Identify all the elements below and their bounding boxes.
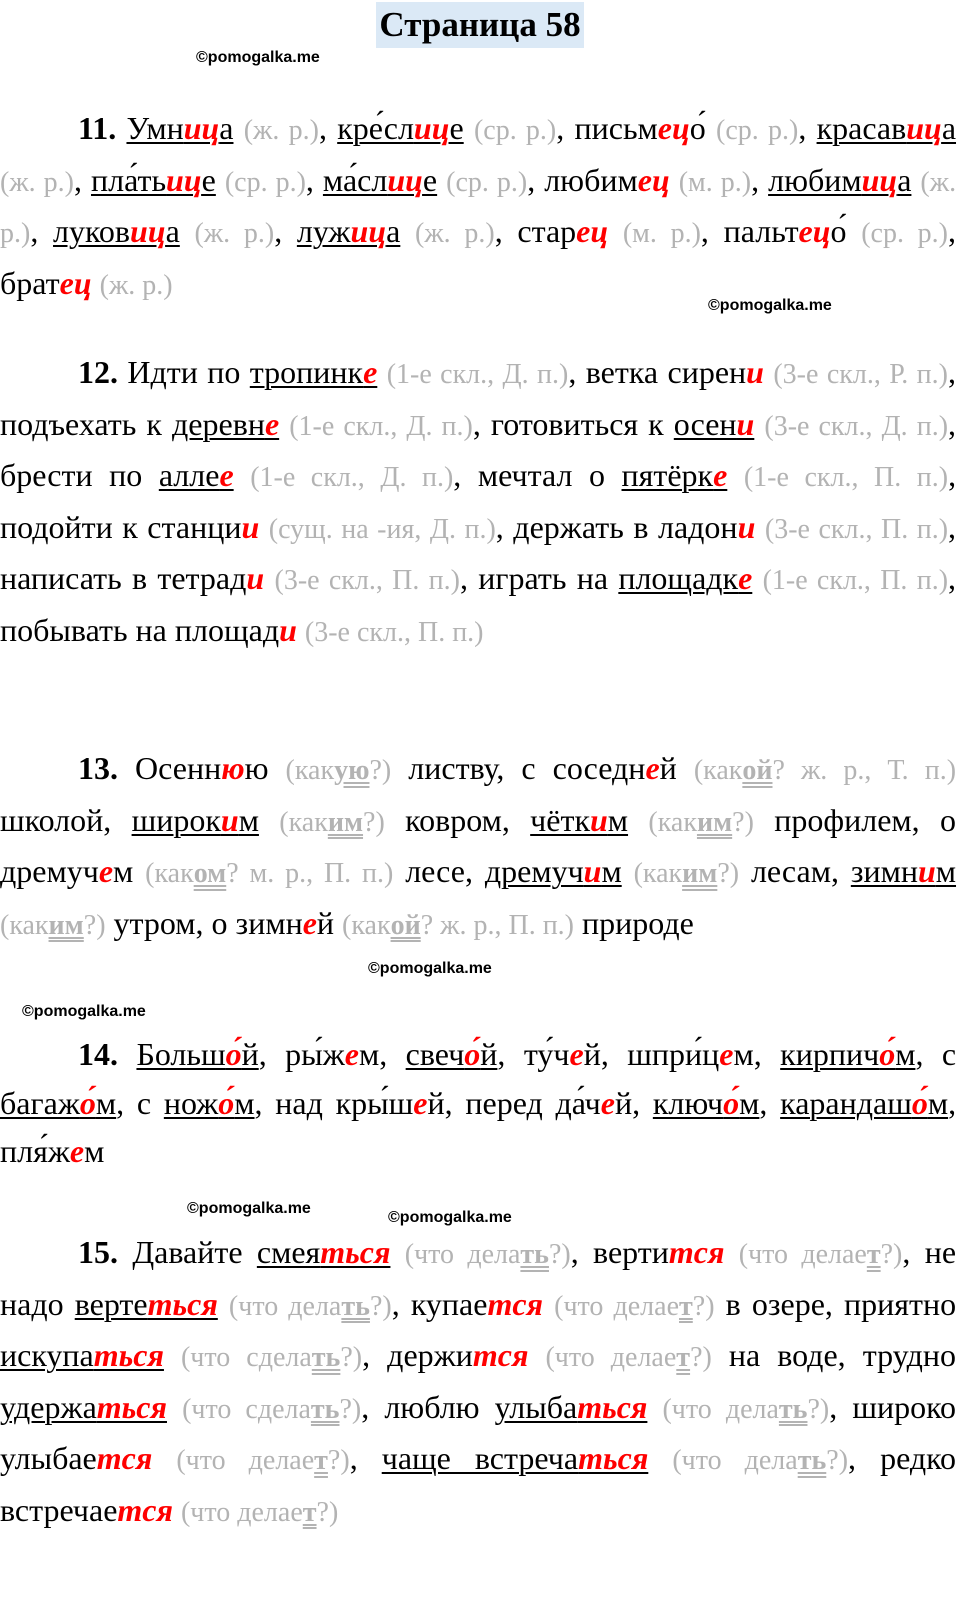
hint: (м. р.) <box>678 166 752 198</box>
hint: (что делать?) <box>404 1239 571 1270</box>
task-number: 15. <box>78 1234 118 1270</box>
hint: (1-е скл., Д. п.) <box>289 410 473 442</box>
word: ветка сирени <box>585 354 764 390</box>
word: кре́слице <box>337 110 464 146</box>
hint: (ср. р.) <box>861 218 948 249</box>
task-13: 13. Осеннюю (какую?) листву, с соседней (какой? ж. р., Т. п.) школой, широким (каким?) ковром, чётким (каким?) профилем, о дремучем (каком? м. р., П. п.) лесе, дремучим (каким?) лесам, зимним (каким?) утром, о зимней (какой? ж. р., П. п.) природе <box>0 750 957 941</box>
word: красавица <box>816 110 957 146</box>
word: вертится <box>593 1234 725 1270</box>
hint: (ср. р.) <box>446 166 528 198</box>
word: дремучим <box>484 853 622 889</box>
hint: (1-е скл., Д. п.) <box>386 359 569 390</box>
word: ножо́м <box>163 1084 255 1121</box>
word: побывать на площади <box>0 611 297 648</box>
hint: (ж. р.) <box>0 166 74 198</box>
task-number: 11. <box>78 110 117 146</box>
word: улыбаться <box>494 1388 648 1425</box>
hint: (ж. р.) <box>415 218 495 249</box>
word: чётким <box>530 801 629 838</box>
hint: (ж. р.) <box>99 269 173 301</box>
word: старец <box>517 213 609 249</box>
word: зимним <box>850 853 957 889</box>
word: широким <box>131 801 259 838</box>
task-number: 13. <box>78 750 118 786</box>
page-title: Страница 58 <box>376 2 583 48</box>
hint: (3-е скл., П. п.) <box>304 616 484 648</box>
word: карандашо́м <box>780 1084 949 1121</box>
hint: (что делает?) <box>176 1445 350 1476</box>
word: вертеться <box>74 1285 218 1322</box>
word: любимец <box>544 161 670 198</box>
hint: (какую?) <box>285 755 392 786</box>
hint: (каким?) <box>0 909 106 941</box>
word: кирпичо́м <box>780 1036 916 1072</box>
watermark: ©pomogalka.me <box>708 297 832 314</box>
word: Осеннюю <box>135 750 269 786</box>
word: написать в тетради <box>0 560 265 596</box>
task-number: 14. <box>78 1036 118 1072</box>
word: багажо́м <box>0 1084 117 1121</box>
word: луковица <box>53 213 180 249</box>
word: листву, с соседней <box>408 750 677 786</box>
watermark: ©pomogalka.me <box>388 1209 512 1226</box>
word: пла́тьице <box>91 161 216 198</box>
hint: (3-е скл., Р. п.) <box>773 359 948 390</box>
hint: (ср. р.) <box>716 115 799 146</box>
hint: (ж. р.) <box>194 218 275 249</box>
word: ключо́м <box>652 1084 760 1121</box>
hint: (ж. р.) <box>243 115 319 146</box>
hint: (1-е скл., П. п.) <box>762 565 949 596</box>
task-11: 11. Умница (ж. р.), кре́слице (ср. р.), письмецо́ (ср. р.), красавица (ж. р.), пла́тьице (ср. р.), ма́слице (ср. р.), любимец (м. р.), любимица (ж. р.), луковица (ж. р.), лужица (ж. р.), старец (м. р.), пальтецо́ (ср. р.), братец (ж. р.) <box>0 110 957 301</box>
hint: (каким?) <box>279 806 385 838</box>
word: осени <box>673 405 755 442</box>
task-15: 15. Давайте смеяться (что делать?), вертится (что делает?), не надо вертеться (что делать?), купается (что делает?) в озере, приятно искупаться (что сделать?), держится (что делает?) на воде, трудно удержаться (что сделать?), люблю улыбаться (что делать?), широко улыбается (что делает?), чаще встречаться (что делать?), редко встречается (что делает?) <box>0 1234 957 1528</box>
hint: (3-е скл., Д. п.) <box>764 410 949 442</box>
hint: (1-е скл., П. п.) <box>743 462 949 493</box>
hint: (какой? ж. р., П. п.) <box>342 909 575 941</box>
hint: (какой? ж. р., Т. п.) <box>693 755 957 786</box>
word: Большо́й <box>136 1036 259 1072</box>
watermark: ©pomogalka.me <box>187 1200 311 1217</box>
hint: (ср. р.) <box>224 166 306 198</box>
hint: (1-е скл., Д. п.) <box>250 462 454 493</box>
hint: (что делает?) <box>545 1342 712 1373</box>
hint: (что делать?) <box>228 1290 392 1322</box>
hint: (сущ. на -ия, Д. п.) <box>268 513 496 545</box>
word: держится <box>387 1337 529 1373</box>
word: купается <box>410 1285 544 1322</box>
word: пятёрке <box>621 457 728 493</box>
word: удержаться <box>0 1388 167 1425</box>
task-12: 12. Идти по тропинке (1-е скл., Д. п.), ветка сирени (3-е скл., Р. п.), подъехать к деревне (1-е скл., Д. п.), готовиться к осени (3-е скл., Д. п.), брести по аллее (1-е скл., Д. п.), мечтал о пятёрке (1-е скл., П. п.), подойти к станции (сущ. на -ия, Д. п.), держать в ладони (3-е скл., П. п.), написать в тетради (3-е скл., П. п.), играть на площадке (1-е скл., П. п.), побывать на площади (3-е скл., П. п.) <box>0 354 957 648</box>
hint: (что делает?) <box>180 1496 339 1528</box>
watermark: ©pomogalka.me <box>22 1003 146 1020</box>
hint: (каким?) <box>648 806 754 838</box>
word: чаще встречаться <box>381 1440 649 1476</box>
hint: (ср. р.) <box>473 115 557 146</box>
word: аллее <box>158 457 234 493</box>
word: перед да́чей <box>465 1084 633 1121</box>
word: деревне <box>172 405 280 442</box>
word: братец <box>0 264 92 301</box>
hint: (что делать?) <box>662 1393 830 1425</box>
task-14: 14. Большо́й, ры́жем, свечо́й, ту́чей, шпри́цем, кирпичо́м, с багажо́м, с ножо́м, над кры́шей, перед да́чей, ключо́м, карандашо́м, пля́жем <box>0 1036 957 1169</box>
hint: (что делает?) <box>738 1239 903 1270</box>
word: широко улыбается <box>0 1388 956 1476</box>
hint: (каком? м. р., П. п.) <box>145 858 394 889</box>
hint: (что делает?) <box>554 1290 715 1322</box>
hint: (ж. р.) <box>0 166 957 249</box>
word: подойти к станции <box>0 508 260 545</box>
word: лужица <box>296 213 401 249</box>
word: ту́чей <box>523 1036 601 1072</box>
word: ры́жем <box>285 1036 380 1072</box>
word: письмецо́ <box>574 110 706 146</box>
word: искупаться <box>0 1337 164 1373</box>
word: пальтецо́ <box>723 213 847 249</box>
word: смеяться <box>256 1234 391 1270</box>
word: площадке <box>618 560 753 596</box>
word: пля́жем <box>0 1133 105 1169</box>
word: утром, о зимней <box>113 904 335 941</box>
word: свечо́й <box>405 1036 498 1072</box>
word: ма́слице <box>322 161 438 198</box>
page-title-wrap <box>0 2 960 48</box>
watermark: ©pomogalka.me <box>196 49 320 66</box>
hint: (что сделать?) <box>180 1342 363 1373</box>
watermark: ©pomogalka.me <box>368 960 492 977</box>
hint: (м. р.) <box>622 218 701 249</box>
task-number: 12. <box>78 354 118 390</box>
word: профилем, о дремучем <box>0 801 957 889</box>
hint: (3-е скл., П. п.) <box>274 565 460 596</box>
hint: (что делать?) <box>672 1445 849 1476</box>
hint: (3-е скл., П. п.) <box>764 513 949 545</box>
hint: (что сделать?) <box>182 1393 362 1425</box>
word: любимица <box>768 161 912 198</box>
hint: (каким?) <box>633 858 740 889</box>
word: над кры́шей <box>275 1084 445 1121</box>
word: Умница <box>126 110 234 146</box>
word: держать в ладони <box>513 508 756 545</box>
word: шпри́цем <box>627 1036 754 1072</box>
word: редко встречается <box>0 1440 957 1528</box>
word: тропинке <box>249 354 378 390</box>
